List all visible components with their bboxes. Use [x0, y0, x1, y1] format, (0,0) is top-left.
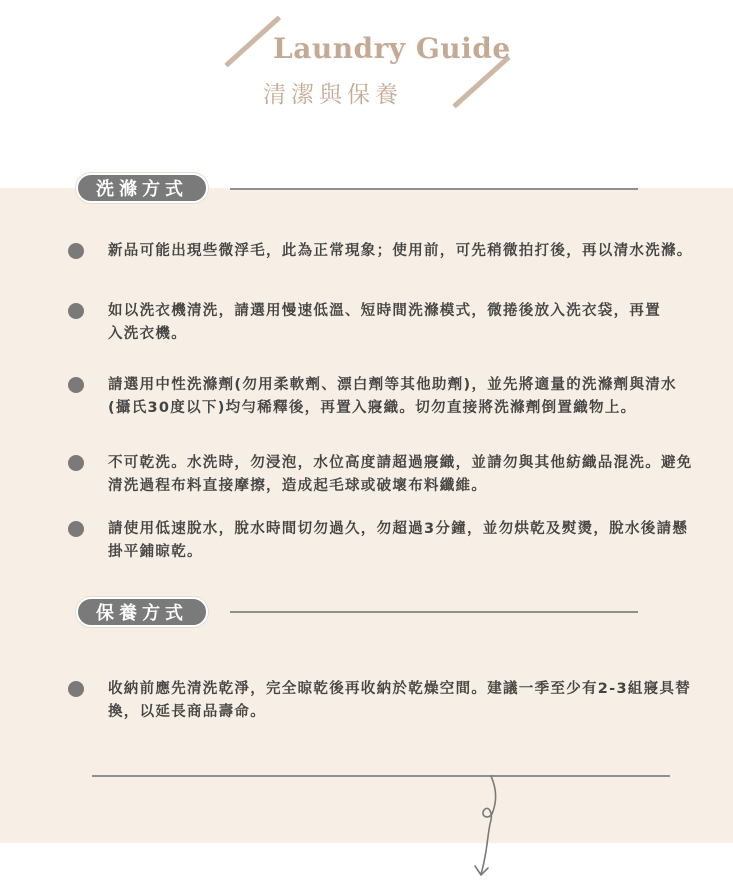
section-label-washing: 洗滌方式: [76, 173, 208, 203]
item-text: 如以洗衣機清洗，請選用慢速低溫、短時間洗滌模式，微捲後放入洗衣袋，再置入洗衣機。: [108, 303, 661, 342]
item-text: 新品可能出現些微浮毛，此為正常現象；使用前，可先稍微拍打後，再以清水洗滌。: [108, 243, 693, 259]
bullet-icon: [68, 681, 84, 697]
item-text: 請選用中性洗滌劑(勿用柔軟劑、漂白劑等其他助劑)，並先將適量的洗滌劑與清水(攝氏30度以下)均勻稀釋後，再置入寢織。切勿直接將洗滌劑倒置織物上。: [108, 377, 677, 416]
list-item: [68, 678, 698, 728]
item-text: 不可乾洗。水洗時，勿浸泡，水位高度請超過寢織，並請勿與其他紡織品混洗。避免清洗過程布料直接摩擦，造成起毛球或破壞布料纖維。: [108, 455, 693, 494]
bottom-divider: [92, 775, 670, 777]
list-item: [68, 300, 698, 350]
page-title: Laundry Guide: [273, 32, 511, 65]
item-text: 請使用低速脫水，脫水時間切勿過久，勿超過3分鐘，並勿烘乾及熨燙，脫水後請懸掛平鋪晾乾。: [108, 521, 689, 560]
bullet-icon: [68, 521, 84, 537]
item-text: 收納前應先清洗乾淨，完全晾乾後再收納於乾燥空間。建議一季至少有2-3組寢具替換，以延長商品壽命。: [108, 681, 692, 720]
list-item: [68, 452, 698, 502]
bullet-icon: [68, 303, 84, 319]
bullet-icon: [68, 243, 84, 259]
page-subtitle: 清潔與保養: [263, 82, 403, 108]
list-item: [68, 518, 698, 568]
bullet-icon: [68, 377, 84, 393]
section-divider-care: [230, 611, 638, 613]
section-divider-washing: [230, 188, 638, 190]
list-item: [68, 240, 698, 290]
arrow-down-icon: [470, 774, 510, 884]
list-item: [68, 374, 698, 424]
bullet-icon: [68, 455, 84, 471]
section-label-care: 保養方式: [76, 597, 208, 627]
